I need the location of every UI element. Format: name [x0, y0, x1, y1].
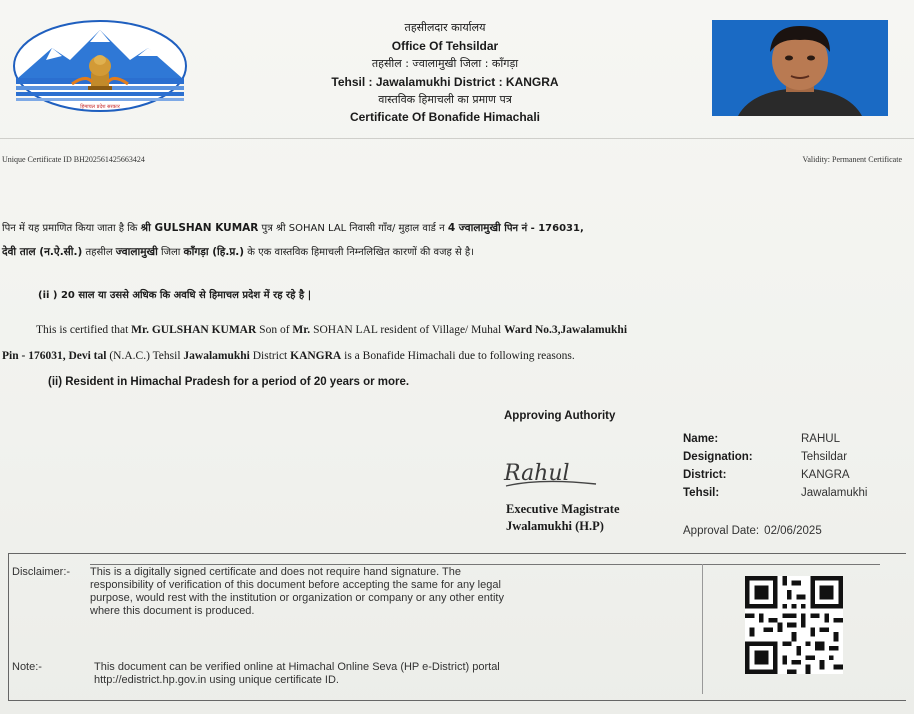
signatory-title: Executive Magistrate — [506, 502, 620, 516]
disclaimer-line: responsibility of verification of this document before accepting the same for any legal — [90, 579, 501, 591]
disclaimer-rule — [90, 564, 880, 565]
validity: Validity: Permanent Certificate — [802, 155, 902, 164]
hindi-reason: (ii ) 20 साल या उससे अधिक कि अवधि से हिमाचल प्रदेश में रह रहे है | — [38, 290, 312, 301]
designation-value: Tehsildar — [801, 451, 848, 463]
hindi-text: जिला — [157, 247, 184, 258]
district-value: KANGRA — [801, 469, 850, 481]
hindi-district: काँगड़ा (हि.प्र.) — [183, 246, 245, 258]
english-line-2 — [2, 350, 575, 362]
footer-left-rule — [8, 553, 9, 701]
office-title-hindi: तहसीलदार कार्यालय — [404, 21, 486, 34]
handwritten-signature — [500, 450, 610, 496]
tehsil-district: Tehsil : Jawalamukhi District : KANGRA — [331, 75, 559, 89]
hindi-text: तहसील — [82, 247, 116, 258]
approving-authority-heading: Approving Authority — [504, 410, 616, 422]
disclaimer-text — [90, 566, 504, 618]
unique-certificate-id: Unique Certificate ID BH202561425663424 — [2, 155, 145, 164]
approval-date-label: Approval Date: — [683, 525, 760, 537]
english-text: District — [249, 350, 291, 362]
footer-bottom-rule — [8, 700, 906, 701]
tehsil-value: Jawalamukhi — [801, 487, 868, 499]
tehsil-name: Jawalamukhi — [183, 350, 250, 362]
approval-date-value: 02/06/2025 — [764, 525, 822, 537]
certificate-title-hindi: वास्तविक हिमाचली का प्रमाण पत्र — [378, 93, 512, 106]
name-value: RAHUL — [801, 433, 840, 445]
note-text — [94, 661, 500, 687]
name-label: Name: — [683, 433, 719, 445]
verification-qr-code[interactable] — [745, 576, 843, 674]
disclaimer-line: purpose, would rest with the institution or organization or company or any other entity — [90, 592, 504, 604]
hindi-text: के एक वास्तविक हिमाचली निम्नलिखित कारणों की वजह से है। — [244, 247, 475, 258]
approval-date-row — [683, 519, 822, 538]
note-line: http://edistrict.hp.gov.in using unique certificate ID. — [94, 674, 339, 686]
hindi-devi-tal: देवी ताल (न.ऐ.सी.) — [2, 246, 83, 258]
tehsil-district-hindi: तहसील : ज्वालामुखी जिला : काँगड़ा — [371, 57, 519, 70]
disclaimer-line: where this document is produced. — [90, 605, 255, 617]
english-reason: (ii) Resident in Himachal Pradesh for a period of 20 years or more. — [48, 376, 410, 388]
father-name: SOHAN LAL — [310, 324, 378, 336]
hindi-line-2 — [2, 244, 474, 259]
note-line: This document can be verified online at Himachal Online Seva (HP e-District) portal — [94, 661, 500, 673]
disclaimer-line: This is a digitally signed certificate and does not require hand signature. The — [90, 566, 461, 578]
designation-label: Designation: — [683, 451, 753, 463]
certificate-title: Certificate Of Bonafide Himachali — [349, 110, 541, 124]
hindi-text: पुत्र श्री SOHAN LAL निवासी गाँव/ मुहाल वार्ड न — [258, 223, 448, 234]
qr-divider — [702, 564, 703, 694]
hindi-ward: 4 — [447, 222, 456, 234]
ward-address: Ward No.3,Jawalamukhi — [504, 324, 628, 336]
applicant-photo — [712, 20, 888, 116]
note-label: Note:- — [12, 661, 42, 673]
tehsil-label: Tehsil: — [683, 487, 720, 499]
footer-top-rule — [8, 553, 906, 554]
signatory-location: Jwalamukhi (H.P) — [506, 519, 604, 533]
header-divider — [0, 138, 914, 139]
hindi-text: पिन में यह प्रमाणित किया जाता है कि — [2, 223, 141, 234]
pin-code: Pin - 176031, — [2, 350, 66, 362]
signature-text: Rahul — [504, 461, 570, 486]
himachal-emblem-logo — [12, 20, 188, 112]
applicant-name: Mr. GULSHAN KUMAR — [131, 324, 257, 336]
father-title: Mr. — [292, 324, 311, 336]
english-text: is a Bonafide Himachali due to following reasons. — [341, 350, 575, 362]
devi-tal: Devi tal — [65, 350, 107, 362]
english-line-1 — [36, 324, 627, 336]
person-portrait-icon — [712, 20, 888, 116]
english-text: This is certified that — [36, 324, 132, 336]
hindi-pin: पिन नं - 176031, — [500, 223, 584, 234]
disclaimer-label: Disclaimer:- — [12, 566, 71, 578]
english-text: Son of — [256, 324, 293, 336]
svg-text:हिमाचल प्रदेश सरकार: हिमाचल प्रदेश सरकार — [80, 104, 120, 110]
hindi-place: ज्वालामुखी — [455, 222, 501, 234]
english-text: (N.A.C.) Tehsil — [106, 350, 184, 362]
office-title: Office Of Tehsildar — [391, 39, 499, 53]
hindi-tehsil: ज्वालामुखी — [115, 246, 158, 258]
district-name: KANGRA — [290, 350, 342, 362]
district-label: District: — [683, 469, 727, 481]
hindi-applicant-name: श्री GULSHAN KUMAR — [140, 222, 259, 234]
hindi-line-1 — [2, 220, 584, 235]
english-text: resident of Village/ Muhal — [377, 324, 505, 336]
